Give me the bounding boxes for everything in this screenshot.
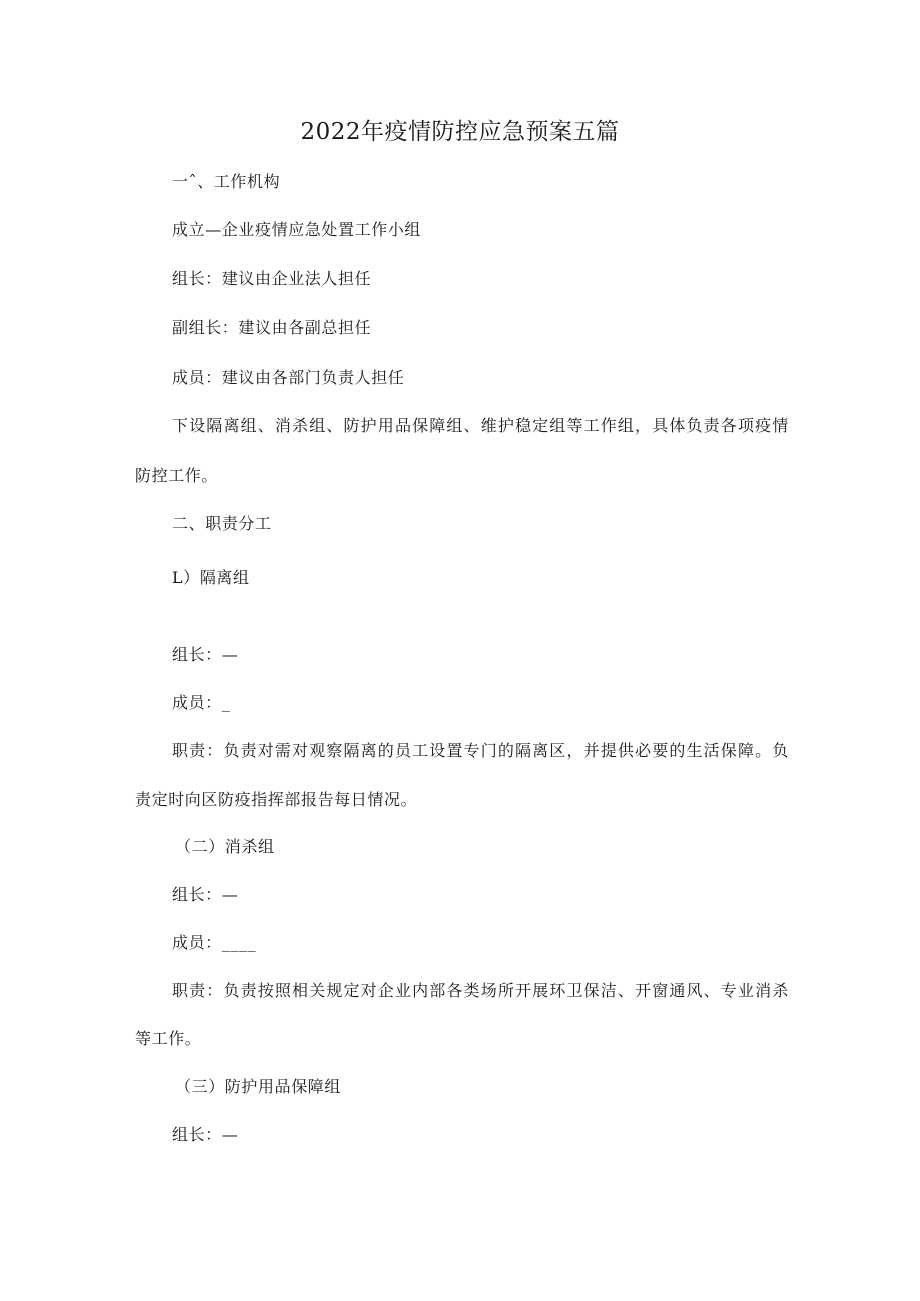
paragraph-line: 职责：负责对需对观察隔离的员工设置专门的隔离区，并提供必要的生活保障。负 [172,741,790,760]
paragraph-line: 副组长：建议由各副总担任 [172,318,372,337]
paragraph-line: 成员：建议由各部门负责人担任 [172,368,405,387]
paragraph-line: 成员：____ [172,933,257,952]
paragraph-line: 防控工作。 [135,466,219,485]
paragraph-line: 成立—企业疫情应急处置工作小组 [172,220,422,239]
paragraph-line: 组长：— [172,645,239,664]
paragraph-line: 组长：建议由企业法人担任 [172,269,372,288]
paragraph-line: 组长：— [172,1125,239,1144]
section-heading-duties: 二、职责分工 [172,514,272,533]
subsection-heading-isolation-group: L）隔离组 [172,568,250,587]
paragraph-line: 组长：— [172,885,239,904]
paragraph-line: 等工作。 [135,1029,202,1048]
paragraph-line: 职责：负责按照相关规定对企业内部各类场所开展环卫保洁、开窗通风、专业消杀 [172,981,790,1000]
paragraph-line: 成员：_ [172,693,231,712]
section-heading-work-organization: 一ˆ、工作机构 [172,172,281,191]
document-title: 2022年疫情防控应急预案五篇 [300,119,620,145]
paragraph-line: 下设隔离组、消杀组、防护用品保障组、维护稳定组等工作组，具体负责各项疫情 [172,416,790,435]
subsection-heading-protective-supplies-group: （三）防护用品保障组 [175,1077,342,1096]
paragraph-line: 责定时向区防疫指挥部报告每日情况。 [135,790,418,809]
subsection-heading-disinfection-group: （二）消杀组 [175,837,275,856]
